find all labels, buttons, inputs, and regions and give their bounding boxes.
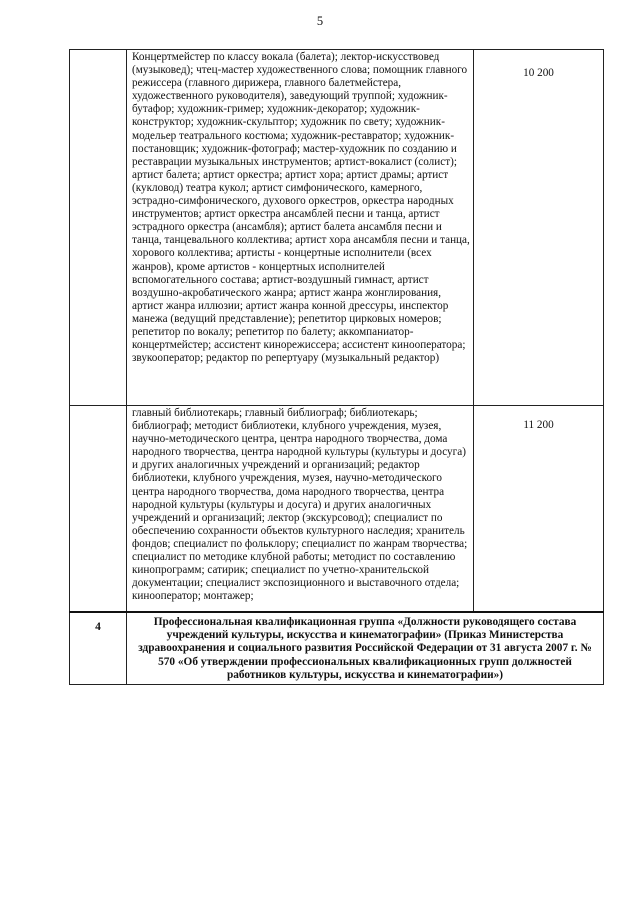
group-number: 4 (70, 612, 127, 685)
salary-table (69, 49, 604, 685)
table-row (70, 406, 604, 613)
positions-text: главный библиотекарь; главный библиограф; библиотекарь; библиограф; методист библиотеки, клубного учреждения, музея, научно-методического центра, центра народного творчества, дома народного творчества, центра народной культуры (культуры и досуга) и других аналогичных учреждений и организаций; редактор библиотеки, клубного учреждения, музея, научно-методического центра народного творчества, дома народного творчества, центра народной культуры (культуры и досуга) и других аналогичных учреждений и организаций; лектор (экскурсовод); специалист по обеспечению сохранности объектов культурного наследия; хранитель фондов; специалист по фольклору; специалист по жанрам творчества; специалист по методике клубной работы; методист по составлению кинопрограмм; сатирик; специалист по учетно-хранительской документации; специалист экспозиционного и выставочного отдела; кинооператор; монтажер; (132, 407, 468, 603)
positions-text: Концертмейстер по классу вокала (балета); лектор-искусствовед (музыковед); чтец-мастер художественного слова; помощник главного режиссера (главного дирижера, главного балетмейстера, художественного руководителя), заведующий труппой; художник-бутафор; художник-гример; художник-декоратор; художник-конструктор; художник-скульптор; художник по свету; художник-модельер театрального костюма; художник-реставратор; художник-постановщик; художник-фотограф; мастер-художник по созданию и реставрации музыкальных инструментов; артист-вокалист (солист); артист балета; артист оркестра; артист хора; артист драмы; артист (кукловод) театра кукол; артист симфонического, камерного, эстрадно-симфонического, духового оркестров, оркестра народных инструментов; артист оркестра ансамблей песни и танца, артист эстрадного оркестра (ансамбля); артист балета ансамбля песни и танца, танцевального коллектива; артист хора ансамбля песни и танца, хорового коллектива; артисты - концертные исполнители (всех жанров), кроме артистов - концертных исполнителей вспомогательного состава; артист-воздушный гимнаст, артист воздушно-акробатического жанра; артист жанра жонглирования, артист жанра иллюзии; артист жанра конной дрессуры, инспектор манежа (ведущий представление); репетитор цирковых номеров; репетитор по вокалу; репетитор по балету; аккомпаниатор-концертмейстер; ассистент кинорежиссера; ассистент кинооператора; звукооператор; редактор по репертуару (музыкальный редактор) (132, 51, 470, 365)
salary-cell (474, 50, 604, 406)
salary-cell (474, 406, 604, 613)
page-number: 5 (316, 14, 324, 28)
salary-value: 11 200 (523, 419, 554, 431)
table-row (70, 50, 604, 406)
group-header-row (70, 612, 604, 685)
group-title: Профессиональная квалификационная группа «Должности руководящего состава учреждений культуры, искусства и кинематографии» (Приказ Министерства здравоохранения и социального развития Российской Федерации от 31 августа 2007 г. № 570 «Об утверждении профессиональных квалификационных групп должностей работников культуры, искусства и кинематографии») (127, 612, 604, 685)
row-number-cell (70, 406, 127, 613)
positions-cell (127, 406, 474, 613)
row-number-cell (70, 50, 127, 406)
salary-value: 10 200 (523, 67, 554, 79)
positions-cell (127, 50, 474, 406)
